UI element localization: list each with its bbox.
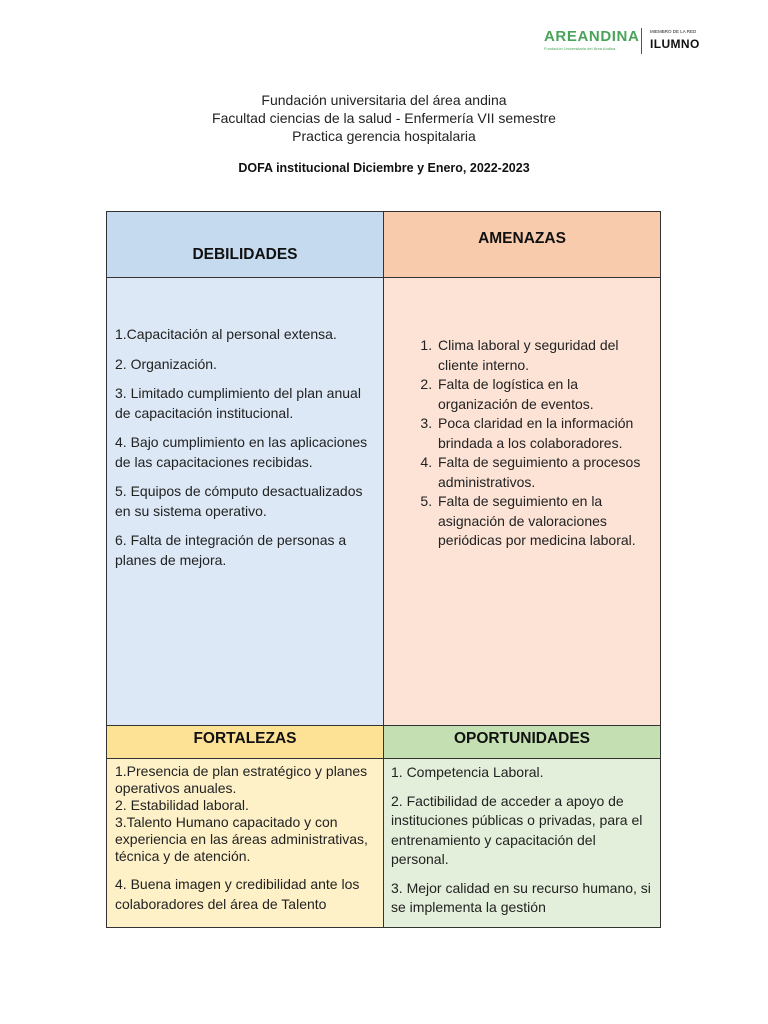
oportunidad-item: 2. Factibilidad de acceder a apoyo de instituciones públicas o privadas, para el entrenamiento y capacitación del personal. (391, 792, 643, 867)
logo-brand: AREANDINA (544, 28, 640, 45)
debilidad-item: 1.Capacitación al personal extensa. (115, 326, 337, 342)
amenaza-item: 5. Falta de seguimiento en la asignación de valoraciones periódicas por medicina laboral. (436, 492, 650, 551)
fortalezas-cell (107, 759, 384, 928)
amenaza-item: 1. Clima laboral y seguridad del cliente interno. (436, 336, 650, 375)
logo-member-text: MIEMBRO DE LA RED (650, 29, 697, 34)
amenazas-header-cell (384, 212, 661, 278)
fortalezas-header-cell (107, 726, 384, 759)
logo-network-name: ILUMNO (650, 37, 700, 51)
logo-divider (641, 28, 642, 54)
amenazas-heading: AMENAZAS (478, 230, 566, 247)
debilidad-item: 2. Organización. (115, 355, 217, 372)
header-course: Practica gerencia hospitalaria (292, 128, 476, 144)
oportunidad-item: 3. Mejor calidad en su recurso humano, si se implementa la gestión (391, 879, 651, 915)
dofa-table (106, 211, 661, 928)
debilidad-item: 5. Equipos de cómputo desactualizados en su sistema operativo. (115, 483, 363, 519)
areandina-logo (544, 28, 714, 56)
logo-tagline: Fundación Universitaria del Área Andina (544, 46, 616, 51)
amenaza-item: 2. Falta de logística en la organización de eventos. (436, 375, 650, 414)
fortalezas-list (107, 759, 383, 927)
oportunidades-list (384, 759, 660, 927)
header-faculty: Facultad ciencias de la salud - Enfermería VII semestre (212, 110, 556, 126)
fortaleza-item: 1.Presencia de plan estratégico y planes operativos anuales. (115, 763, 368, 796)
debilidad-item: 6. Falta de integración de personas a planes de mejora. (115, 532, 347, 568)
fortaleza-item: 2. Estabilidad laboral. (115, 797, 249, 813)
oportunidades-heading: OPORTUNIDADES (453, 730, 591, 747)
document-header (0, 91, 768, 145)
fortaleza-item: 3.Talento Humano capacitado y con experiencia en las áreas administrativas, técnica y de atención. (115, 814, 368, 864)
debilidades-heading: DEBILIDADES (192, 246, 298, 263)
oportunidades-cell (384, 759, 661, 928)
fortalezas-heading: FORTALEZAS (193, 730, 297, 747)
document-title: DOFA institucional Diciembre y Enero, 2022-2023 (238, 161, 530, 175)
oportunidades-header-cell (384, 726, 661, 759)
amenaza-item: 3. Poca claridad en la información brindada a los colaboradores. (436, 414, 650, 453)
amenaza-item: 4. Falta de seguimiento a procesos administrativos. (436, 453, 650, 492)
amenazas-list (384, 336, 650, 551)
debilidades-cell (107, 278, 384, 726)
fortaleza-item: 4. Buena imagen y credibilidad ante los colaboradores del área de Talento (115, 876, 360, 912)
debilidad-item: 3. Limitado cumplimiento del plan anual de capacitación institucional. (115, 385, 361, 421)
amenazas-cell (384, 278, 661, 726)
debilidades-list (107, 278, 383, 725)
debilidades-header-cell (107, 212, 384, 278)
oportunidad-item: 1. Competencia Laboral. (391, 764, 544, 780)
debilidad-item: 4. Bajo cumplimiento en las aplicaciones de las capacitaciones recibidas. (115, 434, 368, 470)
header-institution: Fundación universitaria del área andina (261, 92, 507, 108)
